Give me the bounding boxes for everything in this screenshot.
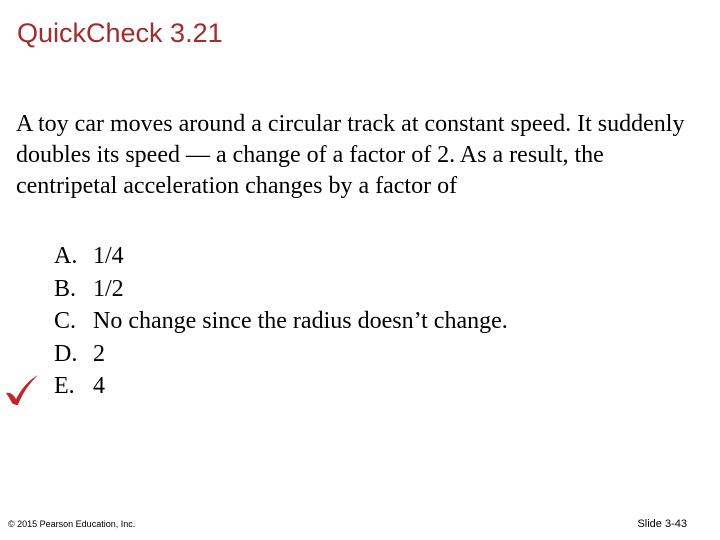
slide-number: Slide 3-43: [637, 518, 687, 530]
answer-text: No change since the radius doesn’t change.: [93, 308, 508, 334]
answer-text: 2: [93, 340, 105, 367]
answer-list: [54, 243, 508, 406]
answer-letter: B.: [54, 275, 77, 302]
answer-text: 1/4: [93, 243, 124, 269]
question-text: A toy car moves around a circular track at constant speed. It suddenly doubles its speed — a change of a factor of 2. As a result, the centripetal acceleration changes by a factor of: [16, 111, 685, 199]
answer-option-b[interactable]: [54, 276, 508, 309]
answer-option-e[interactable]: [54, 373, 508, 406]
answer-text: 1/2: [93, 275, 124, 302]
slide-title: QuickCheck 3.21: [17, 18, 223, 48]
answer-option-c[interactable]: [54, 308, 508, 341]
copyright-notice: © 2015 Pearson Education, Inc.: [8, 519, 136, 529]
answer-text: 4: [93, 373, 105, 399]
answer-letter: C.: [54, 308, 77, 334]
answer-option-a[interactable]: [54, 243, 508, 276]
answer-letter: E.: [54, 373, 75, 399]
answer-letter: A.: [54, 243, 78, 269]
answer-letter: D.: [54, 340, 78, 367]
answer-option-d[interactable]: [54, 341, 508, 374]
checkmark-icon: [4, 374, 40, 406]
